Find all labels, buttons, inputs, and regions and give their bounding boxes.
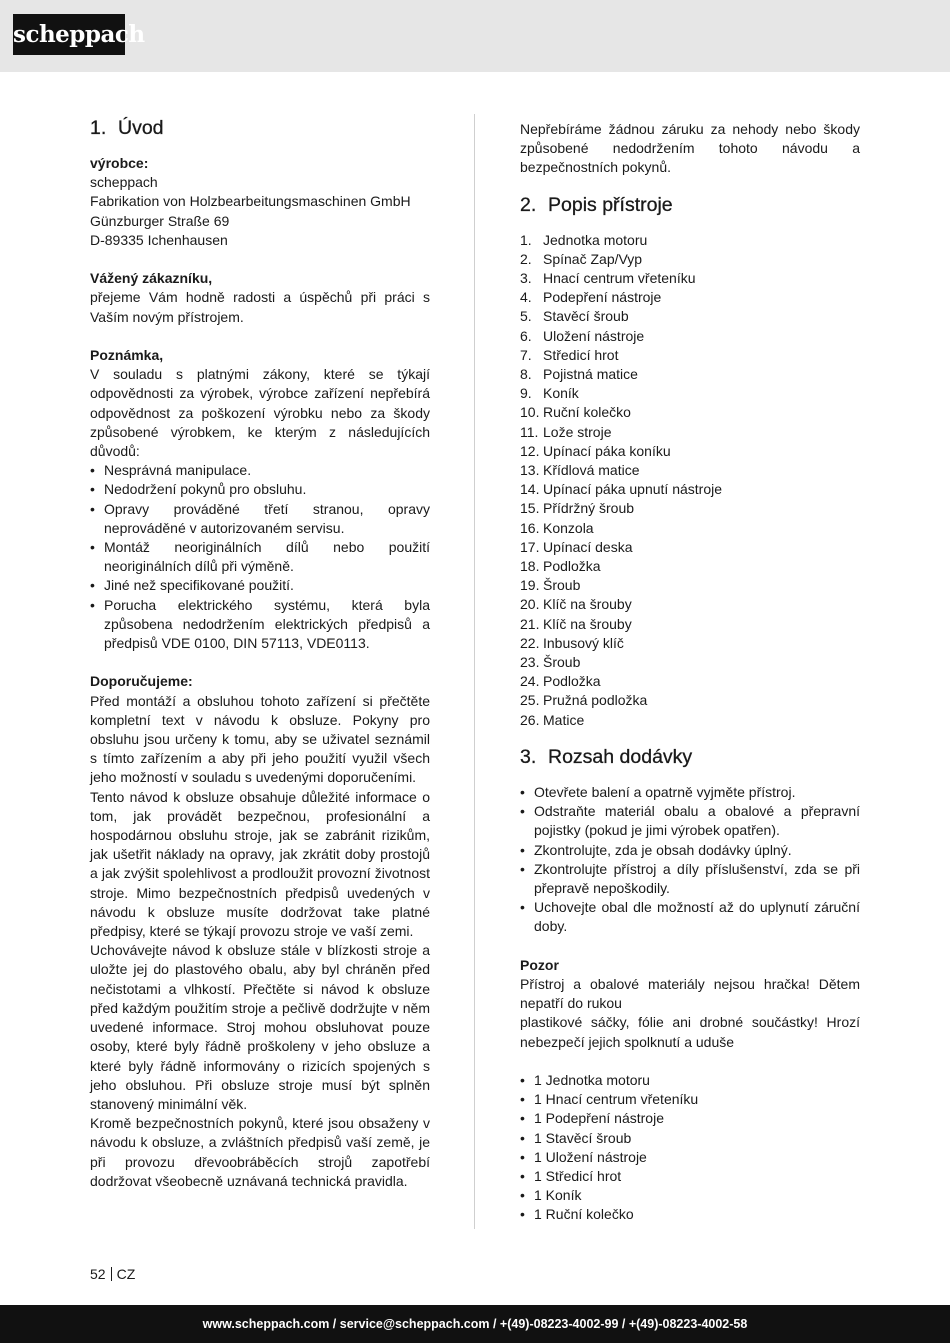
list-item: 26. Matice [520,711,585,728]
list-item: • Odstraňte materiál obalu a obalové a přepravní pojistky (pokud je jimi výrobek opatřen). [520,802,860,840]
list-item: • 1 Hnací centrum vřeteníku [520,1090,860,1109]
caution-label: Pozor [520,956,559,973]
list-item: 11. Lože stroje [520,423,612,440]
left-column [90,115,430,1191]
list-item: 5. Stavěcí šroub [520,308,629,325]
list-item: 16. Konzola [520,519,594,536]
list-item: • 1 Jednotka motoru [520,1071,860,1090]
list-item: 15. Přídržný šroub [520,500,635,517]
list-item: • Opravy prováděné třetí stranou, opravy neprováděné v autorizovaném servisu. [90,500,430,538]
delivery-contents-list [520,1071,860,1225]
list-item: 4. Podepření nástroje [520,289,662,306]
list-item: • Porucha elektrického systému, která byla způsobena nedodržením elektrických předpisů a předpisů VDE 0100, DIN 57113, VDE0113. [90,596,430,654]
liability-exclusions-list [90,461,430,653]
footer-bar [0,1305,950,1343]
list-item: • Zkontrolujte přístroj a díly příslušenství, zda se při přepravě nepoškodily. [520,860,860,898]
dear-customer-text: přejeme Vám hodně radosti a úspěchů při práci s Vaším novým přístrojem. [90,289,430,325]
list-item: 17. Upínací deska [520,538,633,555]
list-item: • 1 Uložení nástroje [520,1148,860,1167]
list-item: 9. Koník [520,385,579,402]
note-text: V souladu s platnými zákony, které se týkají odpovědnosti za výrobek, výrobce zařízení nepřebírá odpovědnost za poškození výrobku nebo za škody způsobené výrobkem, ke kterým z následujících důvodů: [90,366,430,460]
list-item: 18. Podložka [520,558,601,575]
list-item: 13. Křídlová matice [520,462,640,479]
scheppach-logo: scheppach [13,14,125,55]
list-item: 1. Jednotka motoru [520,231,648,248]
right-column [520,120,860,1225]
manufacturer-address: scheppach Fabrikation von Holzbearbeitungsmaschinen GmbH Günzburger Straße 69 D-89335 Ichenhausen [90,174,411,248]
list-item: 25. Pružná podložka [520,692,648,709]
list-item: • Montáž neoriginálních dílů nebo použití neoriginálních dílů při výměně. [90,538,430,576]
list-item: • Otevřete balení a opatrně vyjměte přístroj. [520,783,860,802]
list-item: • Nesprávná manipulace. [90,461,430,480]
section-2-heading: 2. Popis přístroje [520,193,673,216]
footer-contact: www.scheppach.com / service@scheppach.com / +(49)-08223-4002-99 / +(49)-08223-4002-58 [202,1317,748,1331]
list-item: 23. Šroub [520,654,581,671]
list-item: • 1 Podepření nástroje [520,1109,860,1128]
liability-text: Nepřebíráme žádnou záruku za nehody nebo škody způsobené nedodržením tohoto návodu a bezpečnostních pokynů. [520,121,860,176]
list-item: • Uchovejte obal dle možností až do uplynutí záruční doby. [520,898,860,936]
list-item: 21. Klíč na šrouby [520,615,632,632]
list-item: • Zkontrolujte, zda je obsah dodávky úplný. [520,841,860,860]
list-item: • 1 Stavěcí šroub [520,1129,860,1148]
parts-list [520,231,860,730]
recommend-label: Doporučujeme: [90,673,193,690]
recommend-paragraph: Před montáží a obsluhou tohoto zařízení si přečtěte kompletní text v návodu k obsluze. Pokyny pro obsluhu jsou určeny k tomu, aby se uživatel seznámil s tímto zařízením a aby při jeho použití využil všech jeho možností v souladu s uvedenými doporučeními. [90,692,430,786]
list-item: 8. Pojistná matice [520,366,638,383]
list-item: 19. Šroub [520,577,581,594]
caution-text: Přístroj a obalové materiály nejsou hračka! Dětem nepatří do rukou [520,975,860,1012]
recommend-paragraph: Kromě bezpečnostních pokynů, které jsou obsaženy v návodu k obsluze, a zvláštních předpisů vaší země, je při provozu dřevoobráběcích strojů zapotřebí dodržovat všeobecně uznávaná technická pravidla. [90,1115,430,1189]
list-item: 20. Klíč na šrouby [520,596,632,613]
list-item: 2. Spínač Zap/Vyp [520,250,643,267]
list-item: 14. Upínací páka upnutí nástroje [520,481,723,498]
list-item: 6. Uložení nástroje [520,327,645,344]
section-1-heading: 1. Úvod [90,117,164,139]
list-item: • Nedodržení pokynů pro obsluhu. [90,480,430,499]
list-item: 3. Hnací centrum vřeteníku [520,270,696,287]
list-item: 7. Středicí hrot [520,346,619,363]
caution-text: plastikové sáčky, fólie ani drobné součástky! Hrozí nebezpečí jejich spolknutí a uduše [520,1014,860,1050]
page-number: 52 CZ [90,1266,136,1282]
section-3-heading: 3. Rozsah dodávky [520,745,693,768]
list-item: • 1 Středicí hrot [520,1167,860,1186]
list-item: • 1 Ruční kolečko [520,1205,860,1224]
list-item: • 1 Koník [520,1186,860,1205]
recommend-paragraph: Uchovávejte návod k obsluze stále v blízkosti stroje a uložte jej do plastového obalu, aby byl chráněn před nečistotami a vlhkostí. Přečtěte si návod k obsluze před každým použitím stroje a pečlivě dodržujte v něm uvedené informace. Stroj mohou obsluhovat pouze osoby, které byly řádně proškoleny v jeho obsluze a které byly řádně informovány o rizicích spojených s jeho obsluhou. Při obsluze stroje musí být splněn stanovený minimální věk. [90,942,430,1112]
recommend-paragraph: Tento návod k obsluze obsahuje důležité informace o tom, jak provádět bezpečnou, profesionální a hospodárnou obsluhu stroje, jak se zabránit rizikům, jak ušetřit náklady na opravy, jak zkrátit doby prostojů a jak zvýšit spolehlivost a prodloužit provozní životnost stroje. Mimo bezpečnostních předpisů uvedených v návodu k obsluze musíte dodržovat take platné předpisy, které se týkají provozu stroje ve vaší zemi. [90,788,430,940]
header-bar [0,0,950,72]
list-item: 10. Ruční kolečko [520,404,631,421]
dear-customer-label: Vážený zákazníku, [90,270,213,287]
list-item: 12. Upínací páka koníku [520,442,671,459]
manufacturer-label: výrobce: [90,155,149,171]
delivery-steps-list [520,783,860,937]
column-divider [474,114,475,1229]
note-label: Poznámka, [90,347,164,363]
list-item: 22. Inbusový klíč [520,634,624,651]
list-item: • Jiné než specifikované použití. [90,576,430,595]
list-item: 24. Podložka [520,673,601,690]
